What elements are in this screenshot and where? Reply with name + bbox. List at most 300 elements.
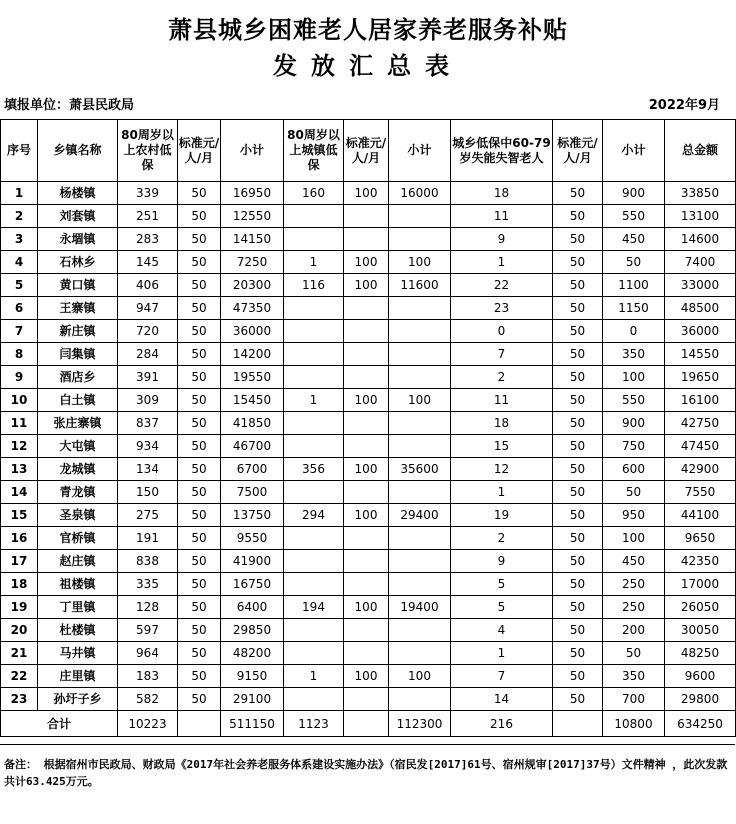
table-cell: 50 — [553, 412, 603, 435]
table-cell: 100 — [344, 458, 389, 481]
table-cell: 35600 — [389, 458, 451, 481]
table-cell: 0 — [451, 320, 553, 343]
header-cell: 80周岁以上城镇低保 — [284, 120, 344, 182]
table-cell: 450 — [603, 228, 665, 251]
table-cell: 50 — [553, 527, 603, 550]
total-cell: 511150 — [221, 711, 284, 737]
table-cell: 19400 — [389, 596, 451, 619]
table-cell: 6700 — [221, 458, 284, 481]
table-row — [1, 320, 736, 343]
table-cell: 1100 — [603, 274, 665, 297]
table-cell: 50 — [178, 665, 221, 688]
table-cell: 50 — [178, 481, 221, 504]
table-cell: 251 — [118, 205, 178, 228]
table-cell: 47350 — [221, 297, 284, 320]
table-cell: 100 — [603, 527, 665, 550]
table-row — [1, 343, 736, 366]
row-number: 17 — [1, 550, 38, 573]
table-cell: 150 — [118, 481, 178, 504]
table-cell: 14 — [451, 688, 553, 711]
table-cell: 4 — [451, 619, 553, 642]
table-cell: 1 — [284, 665, 344, 688]
table-row — [1, 389, 736, 412]
table-cell: 406 — [118, 274, 178, 297]
table-cell: 2 — [451, 527, 553, 550]
table-cell: 294 — [284, 504, 344, 527]
table-cell — [344, 550, 389, 573]
table-cell — [344, 205, 389, 228]
table-cell: 100 — [344, 274, 389, 297]
table-cell — [389, 412, 451, 435]
table-cell: 309 — [118, 389, 178, 412]
table-cell: 47450 — [665, 435, 736, 458]
town-name: 闫集镇 — [38, 343, 118, 366]
table-cell — [284, 642, 344, 665]
table-cell — [344, 412, 389, 435]
table-cell: 50 — [178, 619, 221, 642]
document-title: 萧县城乡困难老人居家养老服务补贴 — [168, 15, 568, 44]
table-cell — [344, 642, 389, 665]
town-name: 永堌镇 — [38, 228, 118, 251]
header-cell: 标准元/人/月 — [178, 120, 221, 182]
table-cell — [389, 481, 451, 504]
row-number: 22 — [1, 665, 38, 688]
row-number: 6 — [1, 297, 38, 320]
table-row — [1, 550, 736, 573]
table-cell: 12 — [451, 458, 553, 481]
table-cell: 160 — [284, 182, 344, 205]
table-cell: 7550 — [665, 481, 736, 504]
table-cell: 13750 — [221, 504, 284, 527]
table-cell: 50 — [178, 205, 221, 228]
row-number: 9 — [1, 366, 38, 389]
table-cell: 18 — [451, 412, 553, 435]
table-cell: 7250 — [221, 251, 284, 274]
row-number: 7 — [1, 320, 38, 343]
table-cell: 17000 — [665, 573, 736, 596]
table-cell — [284, 412, 344, 435]
table-cell: 50 — [553, 389, 603, 412]
town-name: 青龙镇 — [38, 481, 118, 504]
table-cell: 50 — [553, 573, 603, 596]
town-name: 杜楼镇 — [38, 619, 118, 642]
table-cell: 339 — [118, 182, 178, 205]
table-cell — [344, 527, 389, 550]
row-number: 11 — [1, 412, 38, 435]
table-cell: 50 — [553, 251, 603, 274]
town-name: 庄里镇 — [38, 665, 118, 688]
table-cell — [389, 619, 451, 642]
table-cell: 22 — [451, 274, 553, 297]
reporting-unit: 填报单位：萧县民政局 — [4, 98, 135, 113]
table-cell: 350 — [603, 665, 665, 688]
town-name: 圣泉镇 — [38, 504, 118, 527]
table-cell: 934 — [118, 435, 178, 458]
total-cell: 216 — [451, 711, 553, 737]
town-name: 杨楼镇 — [38, 182, 118, 205]
table-cell: 20300 — [221, 274, 284, 297]
table-cell: 14550 — [665, 343, 736, 366]
table-cell: 100 — [389, 665, 451, 688]
table-cell: 50 — [553, 550, 603, 573]
row-number: 21 — [1, 642, 38, 665]
table-cell: 50 — [178, 550, 221, 573]
total-cell — [178, 711, 221, 737]
table-cell: 100 — [344, 182, 389, 205]
table-cell: 356 — [284, 458, 344, 481]
table-cell: 50 — [178, 458, 221, 481]
town-name: 白土镇 — [38, 389, 118, 412]
table-cell: 0 — [603, 320, 665, 343]
table-cell: 284 — [118, 343, 178, 366]
table-cell: 391 — [118, 366, 178, 389]
table-cell — [389, 527, 451, 550]
table-cell: 50 — [553, 228, 603, 251]
table-cell: 100 — [344, 504, 389, 527]
remarks-note: 备注： 根据宿州市民政局、财政局《2017年社会养老服务体系建设实施办法》（宿民发[2017]61号、宿州规审[2017]37号）文件精神 ，此次发款共计63.425万元。 — [4, 758, 728, 788]
table-cell: 41900 — [221, 550, 284, 573]
table-cell: 14150 — [221, 228, 284, 251]
table-cell: 11 — [451, 205, 553, 228]
table-cell: 29850 — [221, 619, 284, 642]
table-cell: 100 — [344, 665, 389, 688]
total-cell: 10223 — [118, 711, 178, 737]
table-row — [1, 573, 736, 596]
table-cell: 50 — [553, 182, 603, 205]
table-cell: 50 — [178, 412, 221, 435]
row-number: 14 — [1, 481, 38, 504]
table-cell: 145 — [118, 251, 178, 274]
table-cell: 19 — [451, 504, 553, 527]
town-name: 孙圩子乡 — [38, 688, 118, 711]
table-cell — [284, 619, 344, 642]
row-number: 3 — [1, 228, 38, 251]
table-row — [1, 527, 736, 550]
total-cell — [344, 711, 389, 737]
table-cell — [344, 320, 389, 343]
row-number: 13 — [1, 458, 38, 481]
table-cell: 48200 — [221, 642, 284, 665]
table-cell — [344, 688, 389, 711]
table-cell: 12550 — [221, 205, 284, 228]
table-cell — [284, 688, 344, 711]
table-cell: 42350 — [665, 550, 736, 573]
table-row — [1, 228, 736, 251]
table-cell: 7 — [451, 343, 553, 366]
table-cell — [284, 205, 344, 228]
table-cell — [284, 550, 344, 573]
row-number: 5 — [1, 274, 38, 297]
row-number: 20 — [1, 619, 38, 642]
table-cell: 100 — [344, 596, 389, 619]
total-cell — [553, 711, 603, 737]
summary-table — [0, 119, 736, 737]
table-body — [1, 182, 736, 711]
table-cell: 50 — [553, 366, 603, 389]
table-cell — [389, 228, 451, 251]
town-name: 丁里镇 — [38, 596, 118, 619]
table-cell: 335 — [118, 573, 178, 596]
table-cell: 750 — [603, 435, 665, 458]
table-cell — [284, 435, 344, 458]
document-subtitle: 发放汇总表 — [273, 51, 463, 80]
town-name: 大屯镇 — [38, 435, 118, 458]
table-cell: 15 — [451, 435, 553, 458]
table-cell: 1150 — [603, 297, 665, 320]
table-cell — [284, 481, 344, 504]
table-cell — [389, 297, 451, 320]
header-cell: 总金额 — [665, 120, 736, 182]
table-cell: 191 — [118, 527, 178, 550]
table-cell: 36000 — [665, 320, 736, 343]
table-cell: 9600 — [665, 665, 736, 688]
table-cell: 964 — [118, 642, 178, 665]
table-cell: 50 — [178, 596, 221, 619]
town-name: 新庄镇 — [38, 320, 118, 343]
table-cell: 13100 — [665, 205, 736, 228]
table-cell: 16750 — [221, 573, 284, 596]
table-cell: 550 — [603, 389, 665, 412]
table-cell: 134 — [118, 458, 178, 481]
table-cell: 44100 — [665, 504, 736, 527]
header-cell: 序号 — [1, 120, 38, 182]
table-cell: 100 — [344, 251, 389, 274]
table-cell: 1 — [284, 251, 344, 274]
table-row — [1, 251, 736, 274]
table-cell: 7 — [451, 665, 553, 688]
header-cell: 小计 — [389, 120, 451, 182]
town-name: 龙城镇 — [38, 458, 118, 481]
row-number: 10 — [1, 389, 38, 412]
row-number: 16 — [1, 527, 38, 550]
table-cell: 50 — [178, 573, 221, 596]
table-cell: 50 — [553, 688, 603, 711]
table-cell: 9 — [451, 228, 553, 251]
table-cell: 50 — [178, 504, 221, 527]
header-cell: 乡镇名称 — [38, 120, 118, 182]
table-cell — [389, 573, 451, 596]
table-cell: 36000 — [221, 320, 284, 343]
table-cell — [389, 435, 451, 458]
total-cell: 112300 — [389, 711, 451, 737]
table-header — [1, 120, 736, 182]
table-cell: 50 — [178, 320, 221, 343]
table-cell: 42750 — [665, 412, 736, 435]
table-cell: 46700 — [221, 435, 284, 458]
total-cell: 634250 — [665, 711, 736, 737]
table-cell: 838 — [118, 550, 178, 573]
table-cell: 5 — [451, 573, 553, 596]
table-cell: 50 — [178, 297, 221, 320]
table-cell: 900 — [603, 182, 665, 205]
table-cell: 100 — [389, 251, 451, 274]
table-cell: 50 — [178, 389, 221, 412]
town-name: 张庄寨镇 — [38, 412, 118, 435]
table-cell — [344, 481, 389, 504]
table-cell: 50 — [178, 527, 221, 550]
table-cell — [344, 435, 389, 458]
table-cell: 7400 — [665, 251, 736, 274]
table-cell: 600 — [603, 458, 665, 481]
table-cell: 16100 — [665, 389, 736, 412]
table-cell — [344, 573, 389, 596]
table-cell: 7500 — [221, 481, 284, 504]
table-cell: 100 — [389, 389, 451, 412]
table-cell: 5 — [451, 596, 553, 619]
table-cell: 18 — [451, 182, 553, 205]
table-cell: 183 — [118, 665, 178, 688]
row-number: 8 — [1, 343, 38, 366]
row-number: 4 — [1, 251, 38, 274]
table-row — [1, 596, 736, 619]
table-cell: 9 — [451, 550, 553, 573]
table-cell: 50 — [553, 274, 603, 297]
total-row — [1, 711, 736, 737]
town-name: 石林乡 — [38, 251, 118, 274]
table-cell: 50 — [553, 596, 603, 619]
row-number: 18 — [1, 573, 38, 596]
total-label: 合计 — [1, 711, 118, 737]
table-cell: 50 — [553, 665, 603, 688]
table-cell: 50 — [178, 182, 221, 205]
table-cell: 50 — [178, 435, 221, 458]
table-cell: 1 — [451, 251, 553, 274]
table-cell: 50 — [553, 205, 603, 228]
table-cell: 2 — [451, 366, 553, 389]
table-cell: 50 — [178, 642, 221, 665]
table-cell: 50 — [178, 688, 221, 711]
table-cell: 582 — [118, 688, 178, 711]
table-row — [1, 274, 736, 297]
table-cell: 33000 — [665, 274, 736, 297]
table-cell: 50 — [553, 458, 603, 481]
table-row — [1, 412, 736, 435]
table-cell: 15450 — [221, 389, 284, 412]
table-cell: 947 — [118, 297, 178, 320]
table-cell — [389, 550, 451, 573]
table-cell — [284, 297, 344, 320]
table-cell: 48250 — [665, 642, 736, 665]
table-cell — [389, 366, 451, 389]
table-cell: 1 — [451, 642, 553, 665]
table-cell: 450 — [603, 550, 665, 573]
table-cell: 26050 — [665, 596, 736, 619]
table-cell — [284, 366, 344, 389]
table-cell: 41850 — [221, 412, 284, 435]
table-cell — [344, 343, 389, 366]
total-cell: 1123 — [284, 711, 344, 737]
table-row — [1, 504, 736, 527]
table-cell: 23 — [451, 297, 553, 320]
table-cell: 14200 — [221, 343, 284, 366]
header-cell: 标准元/人/月 — [553, 120, 603, 182]
table-cell — [284, 573, 344, 596]
table-row — [1, 366, 736, 389]
table-cell: 200 — [603, 619, 665, 642]
table-cell: 50 — [553, 481, 603, 504]
table-row — [1, 642, 736, 665]
table-cell: 50 — [178, 251, 221, 274]
row-number: 1 — [1, 182, 38, 205]
table-cell: 14600 — [665, 228, 736, 251]
table-cell: 29800 — [665, 688, 736, 711]
table-cell — [389, 320, 451, 343]
header-cell: 城乡低保中60-79岁失能失智老人 — [451, 120, 553, 182]
table-cell — [284, 228, 344, 251]
town-name: 官桥镇 — [38, 527, 118, 550]
table-cell — [344, 228, 389, 251]
header-cell: 小计 — [221, 120, 284, 182]
table-cell: 50 — [603, 481, 665, 504]
town-name: 黄口镇 — [38, 274, 118, 297]
town-name: 马井镇 — [38, 642, 118, 665]
table-row — [1, 688, 736, 711]
table-cell: 837 — [118, 412, 178, 435]
town-name: 刘套镇 — [38, 205, 118, 228]
table-row — [1, 619, 736, 642]
header-cell: 小计 — [603, 120, 665, 182]
table-cell: 50 — [603, 642, 665, 665]
table-cell: 11600 — [389, 274, 451, 297]
table-cell: 50 — [553, 619, 603, 642]
table-row — [1, 297, 736, 320]
table-cell: 9550 — [221, 527, 284, 550]
table-cell: 50 — [553, 297, 603, 320]
table-cell — [389, 642, 451, 665]
row-number: 12 — [1, 435, 38, 458]
total-cell: 10800 — [603, 711, 665, 737]
table-row — [1, 458, 736, 481]
town-name: 赵庄镇 — [38, 550, 118, 573]
table-cell: 100 — [603, 366, 665, 389]
table-cell: 50 — [553, 642, 603, 665]
header-cell: 80周岁以上农村低保 — [118, 120, 178, 182]
table-cell: 550 — [603, 205, 665, 228]
table-cell: 720 — [118, 320, 178, 343]
table-cell: 50 — [603, 251, 665, 274]
town-name: 祖楼镇 — [38, 573, 118, 596]
table-cell: 16000 — [389, 182, 451, 205]
table-cell: 50 — [553, 343, 603, 366]
table-cell: 1 — [284, 389, 344, 412]
table-cell — [344, 619, 389, 642]
table-cell: 29400 — [389, 504, 451, 527]
table-cell: 30050 — [665, 619, 736, 642]
table-cell — [389, 205, 451, 228]
table-cell: 6400 — [221, 596, 284, 619]
table-cell: 250 — [603, 596, 665, 619]
table-cell: 48500 — [665, 297, 736, 320]
table-cell: 11 — [451, 389, 553, 412]
table-cell — [344, 297, 389, 320]
table-cell: 29100 — [221, 688, 284, 711]
table-row — [1, 205, 736, 228]
table-cell: 9650 — [665, 527, 736, 550]
table-cell: 194 — [284, 596, 344, 619]
table-cell: 128 — [118, 596, 178, 619]
table-cell: 116 — [284, 274, 344, 297]
table-cell — [389, 343, 451, 366]
table-cell: 50 — [178, 228, 221, 251]
table-cell: 19650 — [665, 366, 736, 389]
table-cell: 42900 — [665, 458, 736, 481]
table-row — [1, 435, 736, 458]
table-row — [1, 182, 736, 205]
table-cell: 50 — [553, 504, 603, 527]
table-cell — [344, 366, 389, 389]
table-cell — [284, 320, 344, 343]
table-cell: 350 — [603, 343, 665, 366]
